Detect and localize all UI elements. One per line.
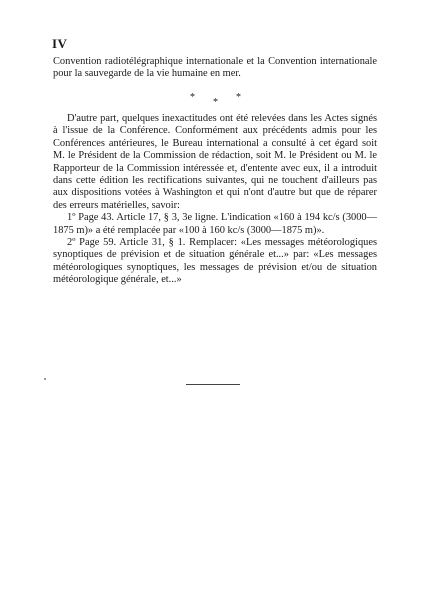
asterisk: * bbox=[236, 92, 241, 103]
intro-paragraph: D'autre part, quelques inexactitudes ont été relevées dans les Actes signés à l'issue de la Conférence. Conformément aux précédents admis pour les Conférences antérieures, le Bureau international a consulté à cet égard soit M. le Président de la Commission de rédaction, soit M. le Président ou M. le Rapporteur de la Commission intéressée et, d'entente avec eux, il a introduit dans cette édition les rectifications suivantes, qui ne touchent d'ailleurs pas aux dispositions votées à Washington et qui n'ont d'autre but que de réparer des erreurs matérielles, savoir: bbox=[53, 113, 377, 211]
page-speck bbox=[44, 378, 46, 380]
page-number: IV bbox=[52, 36, 68, 51]
asterisk: * bbox=[190, 92, 195, 103]
correction-2-paragraph: 2º Page 59. Article 31, § 1. Remplacer: «Les messages météorologiques synoptiques de prévision et de situation générale et...» par: «Les messages météorologiques synoptiques, les messages de prévision et/ou de situation météorologique générale, et...» bbox=[53, 237, 377, 286]
asterism-separator bbox=[190, 92, 250, 106]
correction-1-paragraph: 1º Page 43. Article 17, § 3, 3e ligne. L'indication «160 à 194 kc/s (3000—1875 m)» a été remplacée par «100 à 160 kc/s (3000—1875 m)». bbox=[53, 212, 377, 236]
end-rule bbox=[186, 384, 240, 385]
main-text bbox=[53, 113, 377, 287]
continuation-paragraph: Convention radiotélégraphique internationale et la Convention internationale pour la sauvegarde de la vie humaine en mer. bbox=[53, 56, 377, 80]
asterisk: * bbox=[213, 97, 218, 108]
